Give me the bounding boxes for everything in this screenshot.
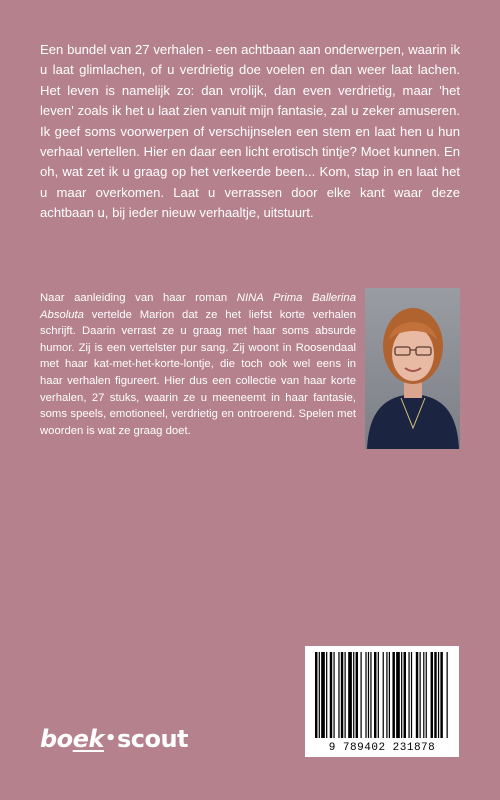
barcode-bar [345,652,346,738]
barcode-bar [416,652,418,738]
publisher-logo [40,725,188,753]
barcode-bar [368,652,369,738]
barcode-bar [326,652,327,738]
barcode-bar [404,652,406,738]
logo-text-bo: bo [40,725,73,753]
barcode-bar [370,652,371,738]
novel-title: NINA Prima Ballerina Absoluta [40,292,356,321]
barcode-bar [319,652,320,738]
isbn-number: 9 789402 231878 [328,742,436,754]
barcode-bar [378,652,379,738]
barcode-bar [353,652,354,738]
barcode-bar [401,652,402,738]
barcode-bar [438,652,439,738]
barcode-bar [411,652,412,738]
author-photo [365,288,460,449]
back-cover-blurb: Een bundel van 27 verhalen - een achtbaan aan onderwerpen, waarin ik u laat glimlachen, of u verdrietig doe voelen en dan weer laat lachen. Het leven is namelijk zo: dan vrolijk, dan even verdrietig, maar 'het leven' zoals ik het u laat zien vanuit mijn fantasie, zal u zeker amuseren. Ik geef soms voorwerpen of verschijnselen een stem en laat hen u hun verhaal vertellen. Hier en daar een licht erotisch tintje? Moet kunnen. En oh, wat zet ik u graag op het verkeerde been... Kom, stap in en laat het u maar overkomen. Laat u verrassen door elke kant waar deze achtbaan u, bij ieder nieuw verhaaltje, uitstuurt. [40,42,460,221]
logo-dot: • [104,728,116,749]
barcode-bar [356,652,358,738]
barcode-bar [434,652,436,738]
barcode-bar [423,652,424,738]
barcode-bar [333,652,334,738]
barcode-bar [348,652,352,738]
barcode-bar [408,652,409,738]
barcode-bar [315,652,317,738]
author-bio [40,290,356,439]
barcode-bar [420,652,421,738]
barcode-bar [330,652,332,738]
isbn-barcode [305,646,459,757]
barcode-bars [315,652,449,738]
logo-text-scout: scout [116,725,188,753]
barcode-bar [396,652,400,738]
logo-text-ek: ek [72,725,104,753]
bio-rest: vertelde Marion dat ze het liefst korte verhalen schrijft. Daarin verrast ze u graag met haar soms absurde humor. Zij is een vertelster pur sang. Zij woont in Roosendaal met haar kat-met-het-korte-lontje, die toch ook wel eens in haar verhalen figureert. Hier dus een collectie van haar korte verhalen, 27 stuks, waarin ze u meeneemt in haar fantasie, soms speels, emotioneel, verdrietig en ontroerend. Spelen met woorden is wat ze graag doet. [40,308,356,437]
barcode-bar [365,652,366,738]
barcode-bar [360,652,361,738]
barcode-bar [392,652,394,738]
barcode-bar [338,652,339,738]
barcode-bar [383,652,384,738]
barcode-bar [321,652,325,738]
barcode-bar [426,652,427,738]
barcode-bar [389,652,390,738]
barcode-bar [341,652,343,738]
barcode-bar [447,652,448,738]
barcode-bar [431,652,433,738]
barcode-bar [386,652,387,738]
barcode-bar [440,652,442,738]
barcode-bar [374,652,376,738]
bio-intro: Naar aanleiding van haar roman [40,292,237,304]
